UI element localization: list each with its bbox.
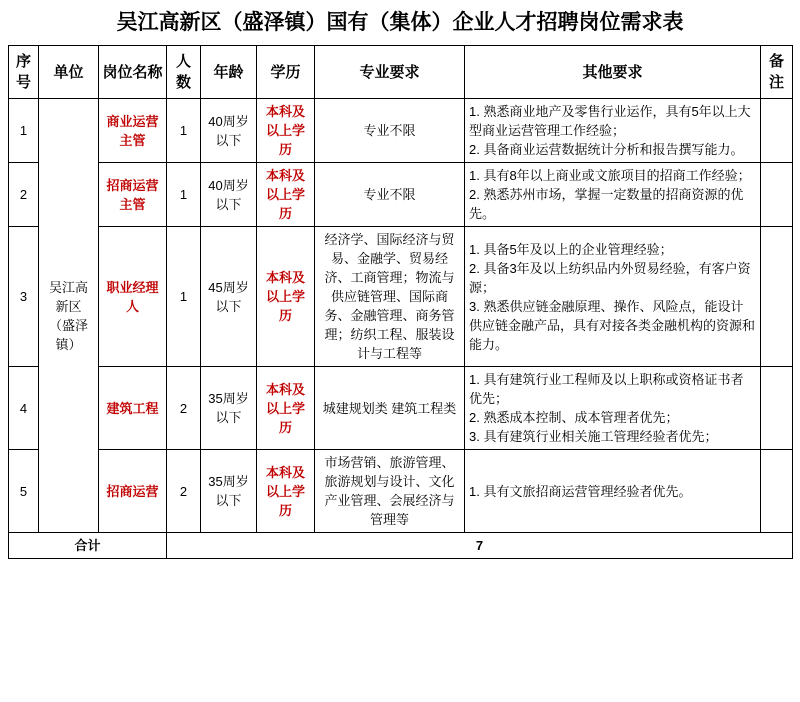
- table-row: [9, 99, 793, 163]
- other-requirements-list: [469, 370, 756, 446]
- cell-major: 专业不限: [315, 163, 465, 227]
- cell-index: 3: [9, 227, 39, 367]
- cell-education: 本科及以上学历: [257, 99, 315, 163]
- table-row: [9, 163, 793, 227]
- cell-remark: [761, 99, 793, 163]
- cell-age: 40周岁以下: [201, 99, 257, 163]
- cell-remark: [761, 450, 793, 533]
- cell-major: 城建规划类 建筑工程类: [315, 367, 465, 450]
- header-unit: 单位: [39, 46, 99, 99]
- cell-post: 招商运营主管: [99, 163, 167, 227]
- table-header: [9, 46, 793, 99]
- header-index: 序号: [9, 46, 39, 99]
- cell-other: [465, 99, 761, 163]
- cell-major: 市场营销、旅游管理、旅游规划与设计、文化产业管理、会展经济与管理等: [315, 450, 465, 533]
- requirement-line: 1. 具有建筑行业工程师及以上职称或资格证书者优先；: [469, 372, 744, 406]
- requirement-line: 2. 熟悉成本控制、成本管理者优先；: [469, 410, 679, 425]
- table-header-row: [9, 46, 793, 99]
- requirement-line: 1. 具备5年及以上的企业管理经验；: [469, 241, 673, 257]
- header-education: 学历: [257, 46, 315, 99]
- total-label: 合计: [9, 533, 167, 559]
- header-count: 人数: [167, 46, 201, 99]
- requirement-line: 1. 具有文旅招商运营管理经验者优先。: [469, 483, 692, 499]
- cell-post: 招商运营: [99, 450, 167, 533]
- total-value: 7: [167, 533, 793, 559]
- requirement-line: 1. 熟悉商业地产及零售行业运作，具有5年以上大型商业运营管理工作经验；: [469, 104, 751, 138]
- cell-age: 40周岁以下: [201, 163, 257, 227]
- cell-education: 本科及以上学历: [257, 163, 315, 227]
- other-requirements-list: [469, 482, 756, 501]
- cell-index: 1: [9, 99, 39, 163]
- header-age: 年龄: [201, 46, 257, 99]
- other-requirements-list: [469, 166, 756, 223]
- cell-other: [465, 367, 761, 450]
- cell-education: 本科及以上学历: [257, 367, 315, 450]
- requirement-line: 3. 熟悉供应链金融原理、操作、风险点，能设计供应链金融产品，具有对接各类金融机构的资源和能力。: [469, 298, 756, 352]
- table-row: [9, 367, 793, 450]
- cell-remark: [761, 227, 793, 367]
- cell-index: 4: [9, 367, 39, 450]
- header-major: 专业要求: [315, 46, 465, 99]
- cell-education: 本科及以上学历: [257, 450, 315, 533]
- cell-count: 1: [167, 227, 201, 367]
- requirement-line: 3. 具有建筑行业相关施工管理经验者优先；: [469, 429, 718, 444]
- cell-other: [465, 450, 761, 533]
- page-title: 吴江高新区（盛泽镇）国有（集体）企业人才招聘岗位需求表: [116, 11, 684, 34]
- cell-age: 35周岁以下: [201, 450, 257, 533]
- table-row: [9, 450, 793, 533]
- cell-count: 1: [167, 99, 201, 163]
- header-post: 岗位名称: [99, 46, 167, 99]
- cell-post: 职业经理人: [99, 227, 167, 367]
- requirement-line: 2. 熟悉苏州市场，掌握一定数量的招商资源的优先。: [469, 187, 744, 221]
- table-footer: [9, 533, 793, 559]
- cell-count: 2: [167, 450, 201, 533]
- header-remark: 备注: [761, 46, 793, 99]
- cell-post: 建筑工程: [99, 367, 167, 450]
- cell-count: 2: [167, 367, 201, 450]
- cell-other: [465, 163, 761, 227]
- cell-index: 5: [9, 450, 39, 533]
- cell-post: 商业运营主管: [99, 99, 167, 163]
- cell-count: 1: [167, 163, 201, 227]
- cell-age: 45周岁以下: [201, 227, 257, 367]
- cell-remark: [761, 367, 793, 450]
- cell-major: 经济学、国际经济与贸易、金融学、贸易经济、工商管理；物流与供应链管理、国际商务、金融管理、商务管理；纺织工程、服装设计与工程等: [315, 227, 465, 367]
- cell-index: 2: [9, 163, 39, 227]
- other-requirements-list: [469, 102, 756, 159]
- cell-major: 专业不限: [315, 99, 465, 163]
- cell-education: 本科及以上学历: [257, 227, 315, 367]
- cell-age: 35周岁以下: [201, 367, 257, 450]
- total-row: [9, 533, 793, 559]
- cell-other: [465, 227, 761, 367]
- requirement-line: 2. 具备商业运营数据统计分析和报告撰写能力。: [469, 142, 744, 157]
- cell-remark: [761, 163, 793, 227]
- table-row: [9, 227, 793, 367]
- table-body: [9, 99, 793, 533]
- job-requirements-table: [8, 45, 793, 559]
- cell-unit: 吴江高新区（盛泽镇）: [39, 99, 99, 533]
- requirement-line: 2. 具备3年及以上纺织品内外贸易经验，有客户资源；: [469, 260, 751, 295]
- other-requirements-list: [469, 240, 756, 354]
- header-other: 其他要求: [465, 46, 761, 99]
- requirement-line: 1. 具有8年以上商业或文旅项目的招商工作经验；: [469, 168, 751, 183]
